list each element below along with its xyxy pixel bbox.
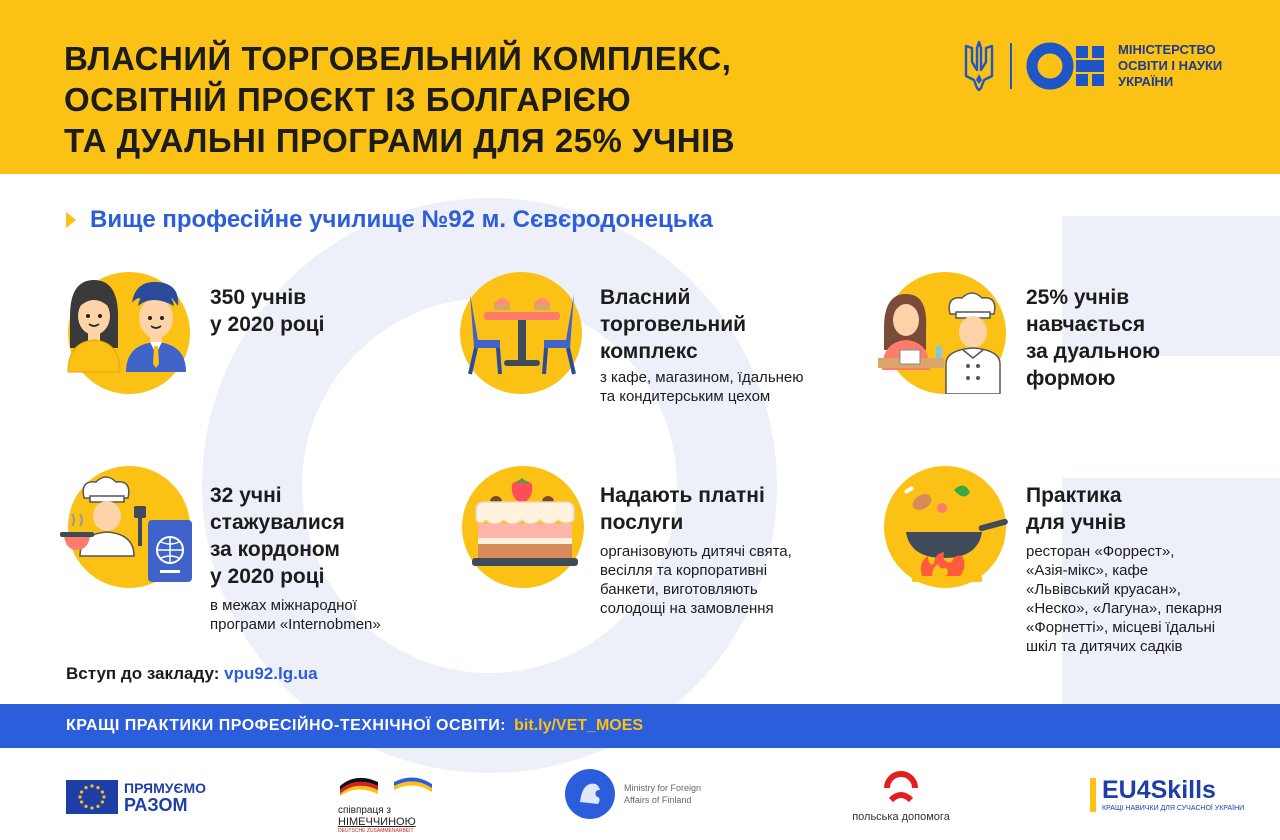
ministry-logo — [962, 40, 1222, 92]
admission-info — [66, 664, 318, 684]
ministry-line-3: УКРАЇНИ — [1118, 74, 1174, 89]
cake-icon — [470, 476, 580, 576]
desc-line: солодощі на замовлення — [600, 600, 774, 617]
cafe-table-icon — [464, 288, 580, 380]
fact-internships — [58, 466, 438, 636]
eu4skills-text-block — [1102, 776, 1244, 813]
germany-line-1: співпраця з — [338, 805, 391, 816]
desc-line: шкіл та дитячих садків — [1026, 638, 1183, 655]
polish-aid-text: польська допомога — [852, 811, 950, 823]
heading-line: Практика — [1026, 484, 1122, 507]
finland-lion-icon — [564, 768, 616, 820]
wok-cooking-icon — [898, 476, 1008, 586]
chef-student-icon — [876, 290, 1008, 394]
desc-line: ресторан «Форрест», — [1026, 543, 1175, 560]
footer-link[interactable]: bit.ly/VET_MOES — [514, 717, 644, 734]
heading-line: для учнів — [1026, 511, 1127, 534]
heading-line: за кордоном — [210, 538, 340, 561]
fact-paid-services — [460, 466, 860, 626]
page-title — [64, 38, 924, 161]
germany-cooperation-logo — [338, 770, 434, 835]
polish-aid-logo — [846, 770, 956, 823]
eu4skills-name: EU4Skills — [1102, 776, 1216, 804]
finland-line-2: Affairs of Finland — [624, 795, 692, 805]
fact-description — [600, 368, 860, 406]
heading-line: послуги — [600, 511, 684, 534]
eu-flag-icon — [66, 780, 118, 814]
desc-line: «Неско», «Лагуна», пекарня — [1026, 600, 1223, 617]
fact-heading — [210, 284, 380, 338]
title-line-2: ОСВІТНІЙ ПРОЄКТ ІЗ БОЛГАРІЄЮ — [64, 81, 632, 118]
fact-heading — [1026, 284, 1196, 392]
ministry-line-1: МІНІСТЕРСТВО — [1118, 42, 1216, 57]
heading-line: торговельний — [600, 313, 747, 336]
admission-link[interactable]: vpu92.lg.ua — [224, 664, 318, 683]
eu-slogan — [124, 780, 206, 814]
eu-logo — [66, 780, 206, 814]
desc-line: в межах міжнародної — [210, 597, 357, 614]
fact-students — [68, 270, 368, 400]
fact-description — [210, 596, 440, 634]
finland-line-1: Ministry for Foreign — [624, 783, 702, 793]
fact-heading — [600, 284, 860, 365]
heading-line: за дуальною — [1026, 340, 1161, 363]
divider — [1010, 43, 1012, 89]
heading-line: формою — [1026, 367, 1116, 390]
chef-passport-icon — [58, 476, 198, 586]
heading-line: 350 учнів — [210, 286, 307, 309]
fact-heading — [1026, 482, 1226, 536]
heading-line: навчається — [1026, 313, 1146, 336]
fact-heading — [210, 482, 430, 590]
heading-line: Надають платні — [600, 484, 765, 507]
heading-line: у 2020 році — [210, 565, 325, 588]
eu4skills-tagline: КРАЩІ НАВИЧКИ ДЛЯ СУЧАСНОЇ УКРАЇНИ — [1102, 805, 1245, 812]
desc-line: програми «Internobmen» — [210, 616, 381, 633]
germany-line-2: НІМЕЧЧИНОЮ — [338, 816, 416, 828]
polish-aid-icon — [881, 770, 921, 806]
fact-dual-education — [876, 270, 1196, 410]
footer-band — [0, 704, 1280, 748]
desc-line: «Форнетті», місцеві їдальні — [1026, 619, 1216, 636]
moes-mark-icon — [1026, 42, 1106, 90]
school-name: Вище професійне училище №92 м. Сєвєродонецька — [90, 206, 713, 233]
header-banner — [0, 0, 1280, 174]
eu-slogan-line-1: ПРЯМУЄМО — [124, 780, 206, 796]
germany-line-3: DEUTSCHE ZUSAMMENARBEIT — [338, 828, 414, 834]
heading-line: у 2020 році — [210, 313, 325, 336]
eu-slogan-line-2: РАЗОМ — [124, 795, 188, 815]
heading-line: Власний — [600, 286, 691, 309]
fact-heading — [600, 482, 860, 536]
eu4skills-bar — [1090, 778, 1096, 812]
finland-text — [624, 782, 701, 806]
ministry-name — [1118, 42, 1222, 90]
finland-mfa-logo — [564, 768, 701, 820]
admission-label: Вступ до закладу: — [66, 664, 220, 683]
desc-line: «Львівський круасан», — [1026, 581, 1181, 598]
students-icon — [64, 276, 190, 376]
title-line-1: ВЛАСНИЙ ТОРГОВЕЛЬНИЙ КОМПЛЕКС, — [64, 40, 732, 77]
ministry-line-2: ОСВІТИ І НАУКИ — [1118, 58, 1223, 73]
fact-trade-complex — [460, 270, 860, 410]
desc-line: організовують дитячі свята, — [600, 543, 792, 560]
desc-line: банкети, виготовляють — [600, 581, 758, 598]
subtitle — [66, 206, 713, 234]
flag-ribbon-icon — [338, 770, 434, 796]
fact-description — [1026, 542, 1262, 656]
arrow-icon — [66, 212, 76, 228]
partner-logos — [0, 748, 1280, 840]
desc-line: та кондитерським цехом — [600, 388, 771, 405]
trident-icon — [962, 40, 996, 92]
heading-line: комплекс — [600, 340, 698, 363]
desc-line: «Азія-мікс», кафе — [1026, 562, 1149, 579]
footer-text: КРАЩІ ПРАКТИКИ ПРОФЕСІЙНО-ТЕХНІЧНОЇ ОСВІТИ: — [66, 717, 507, 734]
heading-line: 25% учнів — [1026, 286, 1130, 309]
fact-description — [600, 542, 860, 618]
heading-line: 32 учні — [210, 484, 282, 507]
eu4skills-logo — [1090, 776, 1244, 813]
desc-line: з кафе, магазином, їдальнею — [600, 369, 804, 386]
heading-line: стажувалися — [210, 511, 345, 534]
fact-practice — [884, 466, 1264, 666]
desc-line: весілля та корпоративні — [600, 562, 768, 579]
title-line-3: ТА ДУАЛЬНІ ПРОГРАМИ ДЛЯ 25% УЧНІВ — [64, 122, 736, 159]
